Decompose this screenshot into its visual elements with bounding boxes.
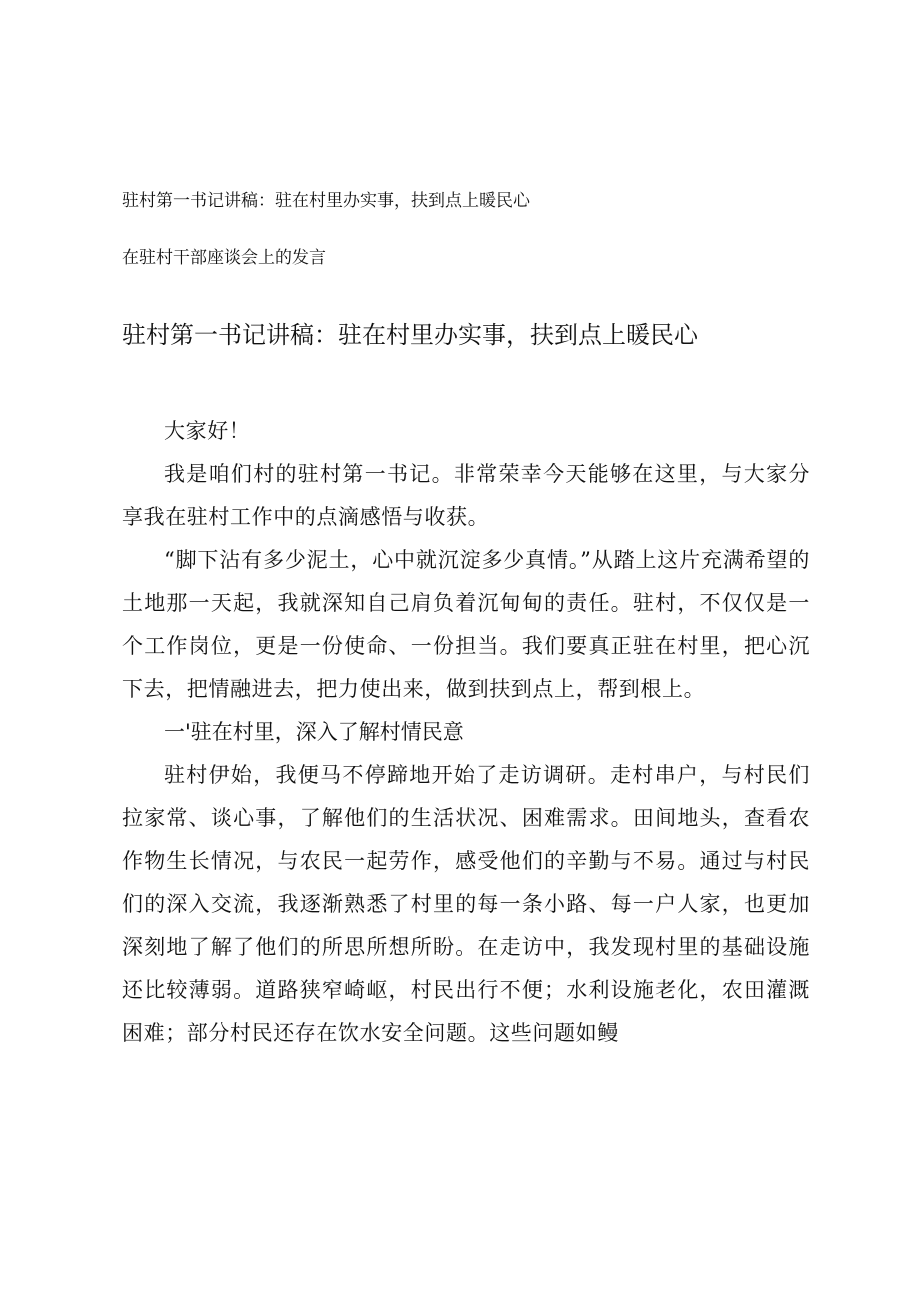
intro-paragraph: 我是咱们村的驻村第一书记。非常荣幸今天能够在这里，与大家分享我在驻村工作中的点滴感悟与收获。 xyxy=(122,462,810,529)
section-heading-1: 一'驻在村里，深入了解村情民意 xyxy=(164,720,464,744)
document-title: 驻村第一书记讲稿：驻在村里办实事，扶到点上暖民心 xyxy=(122,321,698,349)
section-1-paragraph: 驻村伊始，我便马不停蹄地开始了走访调研。走村串户，与村民们拉家常、谈心事，了解他们的生活状况、困难需求。田间地头，查看农作物生长情况，与农民一起劳作，感受他们的辛勤与不易。通过与村民们的深入交流，我逐渐熟悉了村里的每一条小路、每一户人家，也更加深刻地了解了他们的所思所想所盼。在走访中，我发现村里的基础设施还比较薄弱。道路狭窄崎岖，村民出行不便；水利设施老化，农田灌溉困难；部分村民还存在饮水安全问题。这些问题如鳗 xyxy=(122,763,810,1045)
toc-subtitle-line: 在驻村干部座谈会上的发言 xyxy=(122,248,326,268)
document-body xyxy=(122,410,810,1055)
greeting-paragraph: 大家好！ xyxy=(164,419,251,443)
quote-paragraph: “脚下沾有多少泥土，心中就沉淀多少真情。”从踏上这片充满希望的土地那一天起，我就深知自己肩负着沉甸甸的责任。驻村，不仅仅是一个工作岗位，更是一份使命、一份担当。我们要真正驻在村里，把心沉下去，把情融进去，把力使出来，做到扶到点上，帮到根上。 xyxy=(122,548,810,701)
toc-title-line: 驻村第一书记讲稿：驻在村里办实事，扶到点上暖民心 xyxy=(122,191,530,211)
